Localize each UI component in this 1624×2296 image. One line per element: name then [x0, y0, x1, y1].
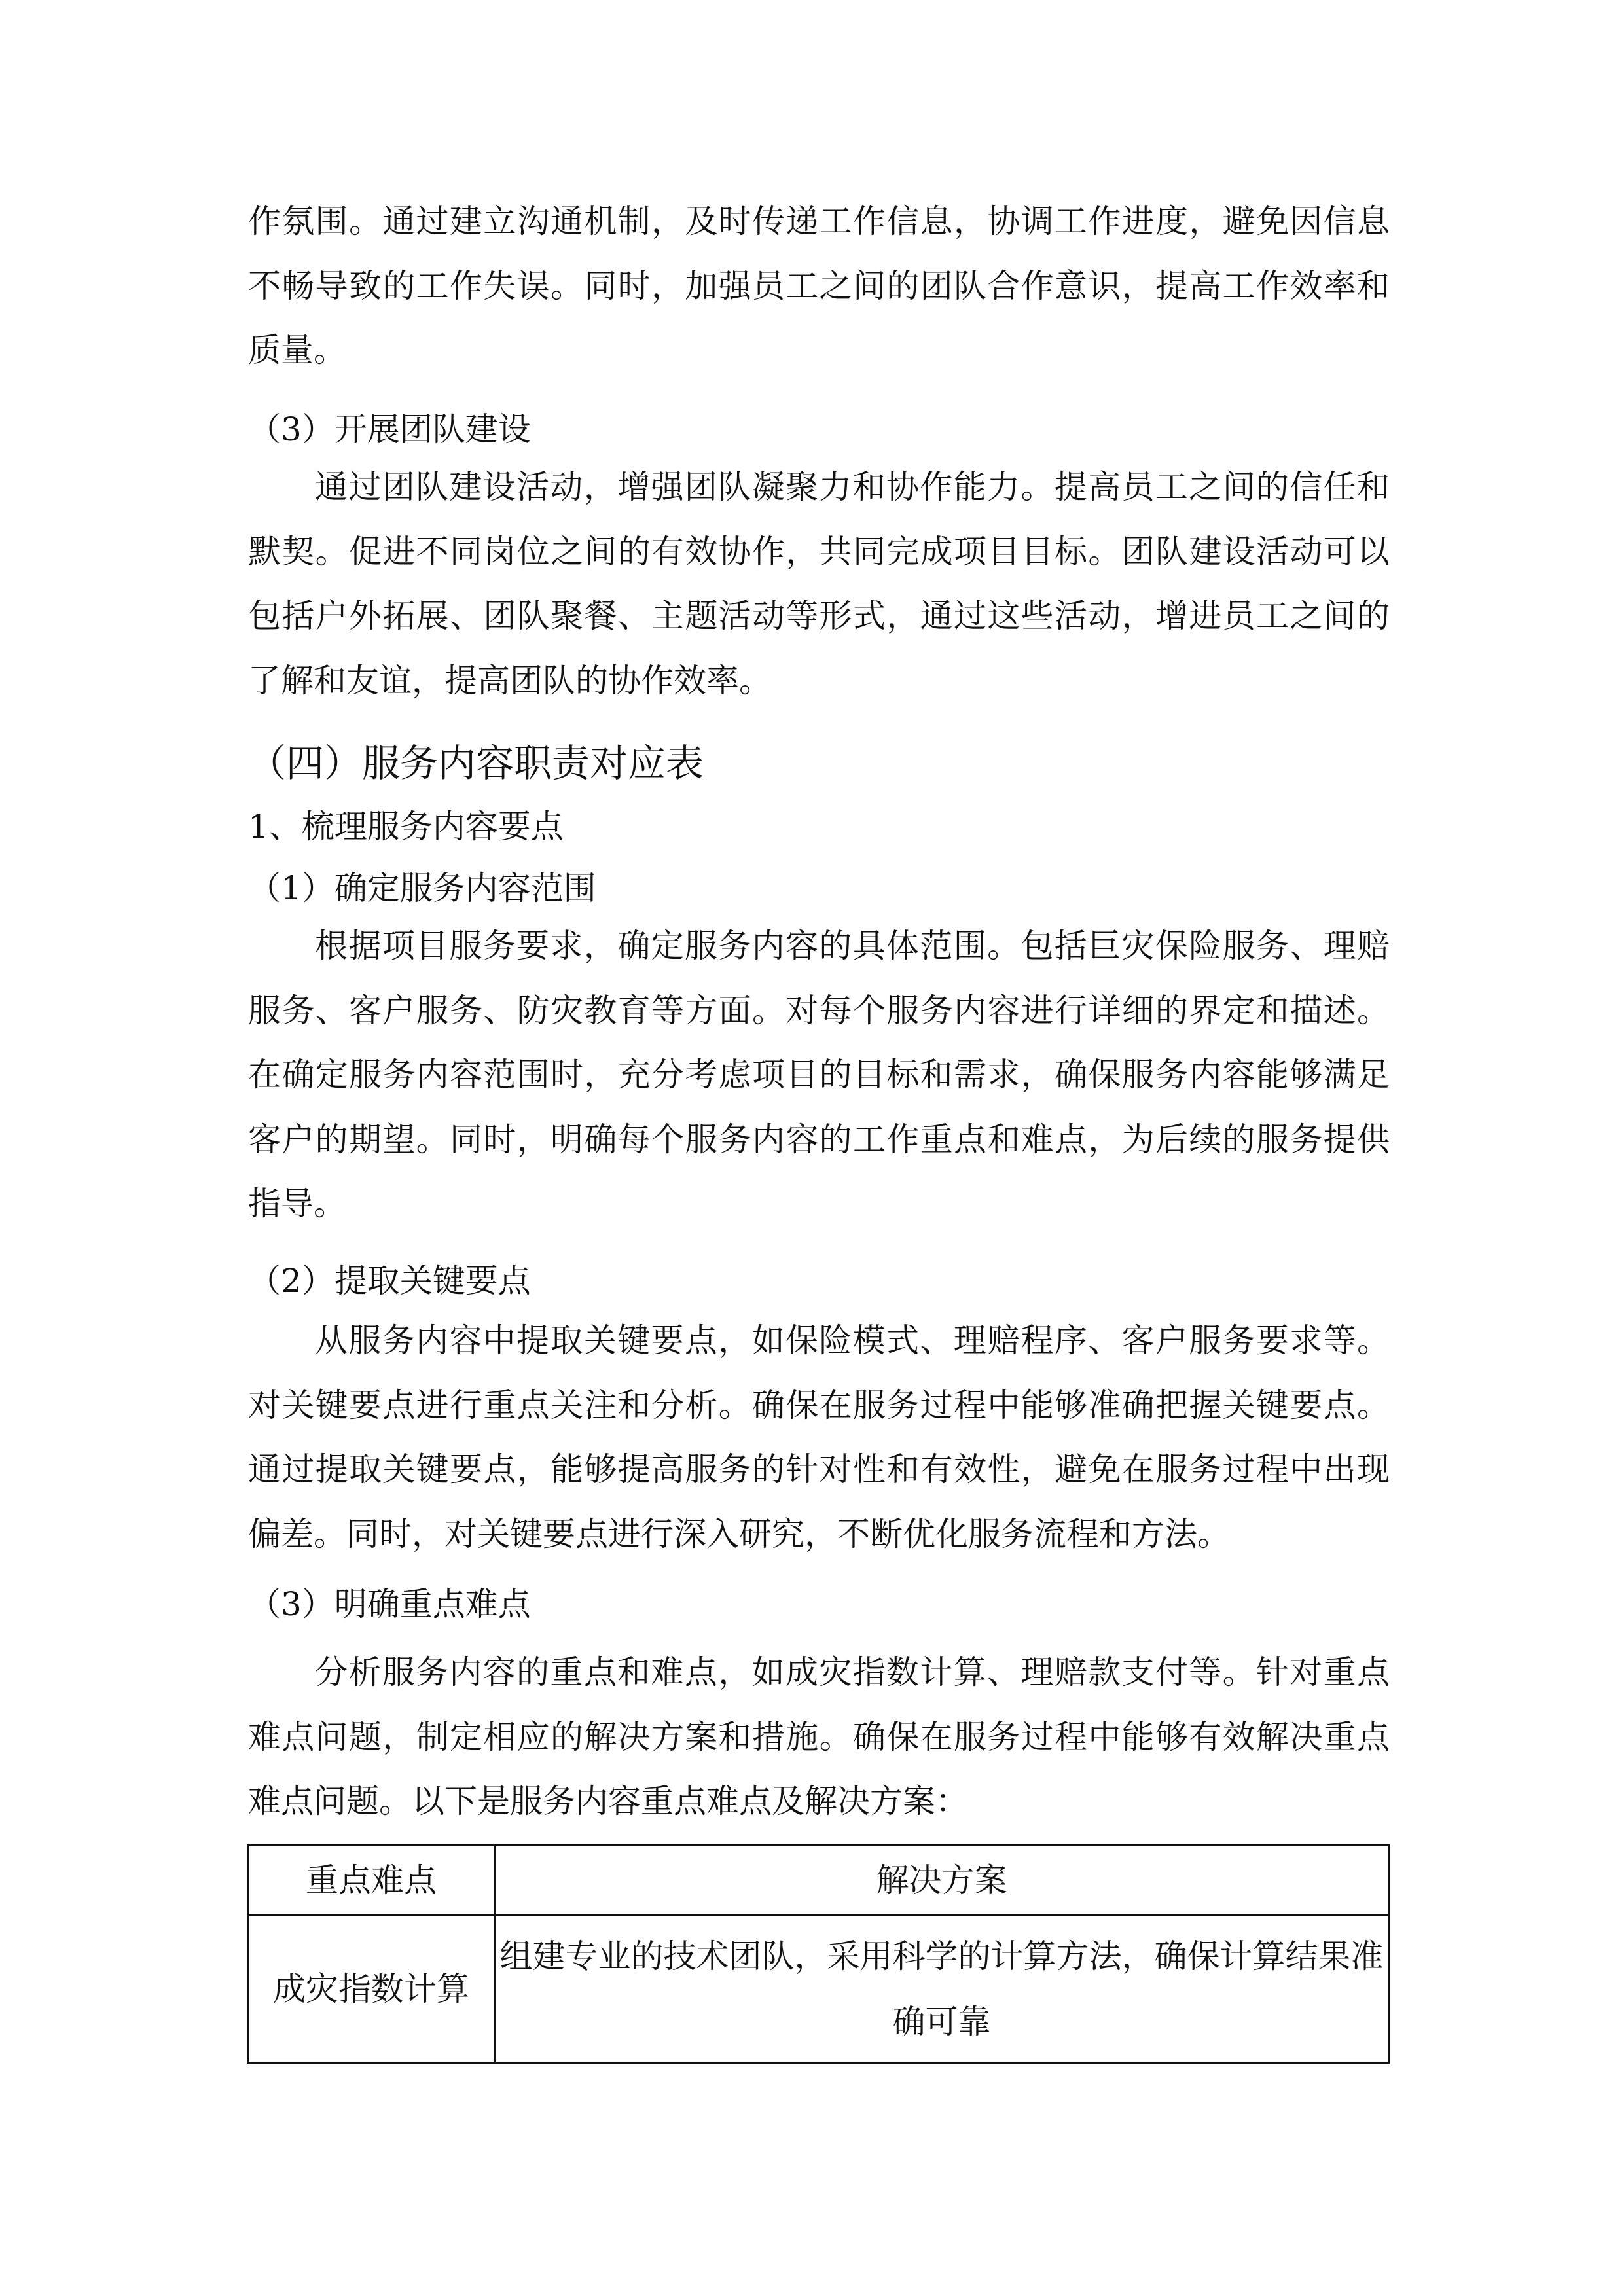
text-line: 指导。 [248, 1185, 346, 1223]
table-header-row [248, 1846, 1389, 1916]
heading-difficulties [248, 1572, 1390, 1637]
text-line: 了解和友谊，提高团队的协作效率。 [248, 661, 772, 700]
text-line: 根据项目服务要求，确定服务内容的具体范围。包括巨灾保险服务、理赔 [315, 927, 1390, 965]
subheading-service-points [248, 795, 1390, 859]
text-line: 默契。促进不同岗位之间的有效协作，共同完成项目目标。团队建设活动可以 [248, 532, 1390, 571]
text-line: 对关键要点进行重点关注和分析。确保在服务过程中能够准确把握关键要点。 [248, 1386, 1390, 1424]
text-line: 从服务内容中提取关键要点，如保险模式、理赔程序、客户服务要求等。 [315, 1321, 1390, 1359]
text-line: 质量。 [248, 331, 346, 369]
text-line: 作氛围。通过建立沟通机制，及时传递工作信息，协调工作进度，避免因信息 [248, 202, 1390, 240]
solution-line: 组建专业的技术团队，采用科学的计算方法，确保计算结果准 [499, 1937, 1384, 1975]
header-cell: 重点难点 [248, 1846, 495, 1916]
table-row [248, 1916, 1389, 2063]
paragraph-team-building [248, 455, 1390, 713]
difficulty-solution-table [247, 1844, 1390, 2064]
heading-text: （3）明确重点难点 [248, 1585, 531, 1623]
text-line: 通过团队建设活动，增强团队凝聚力和协作能力。提高员工之间的信任和 [315, 468, 1390, 506]
text-line: 难点问题。以下是服务内容重点难点及解决方案： [248, 1782, 968, 1820]
paragraph-scope [248, 914, 1390, 1236]
cell-solution [495, 1916, 1389, 2063]
text-line: 在确定服务内容范围时，充分考虑项目的目标和需求，确保服务内容能够满足 [248, 1056, 1390, 1094]
paragraph-difficulties [248, 1640, 1390, 1834]
paragraph-key-points [248, 1308, 1390, 1566]
text-line: 偏差。同时，对关键要点进行深入研究，不断优化服务流程和方法。 [248, 1515, 1230, 1553]
header-cell: 解决方案 [495, 1846, 1389, 1916]
heading-text: 1、梳理服务内容要点 [248, 808, 564, 846]
heading-text: （1）确定服务内容范围 [248, 869, 596, 907]
heading-text: （四）服务内容职责对应表 [248, 741, 704, 785]
heading-text: （2）提取关键要点 [248, 1262, 531, 1300]
text-line: 包括户外拓展、团队聚餐、主题活动等形式，通过这些活动，增进员工之间的 [248, 597, 1390, 635]
text-line: 不畅导致的工作失误。同时，加强员工之间的团队合作意识，提高工作效率和 [248, 266, 1390, 305]
heading-team-building [248, 397, 1390, 462]
section-heading [248, 731, 1390, 796]
text-line: 通过提取关键要点，能够提高服务的针对性和有效性，避免在服务过程中出现 [248, 1450, 1390, 1488]
heading-key-points [248, 1249, 1390, 1314]
text-line: 服务、客户服务、防灾教育等方面。对每个服务内容进行详细的界定和描述。 [248, 991, 1390, 1030]
cell-item: 成灾指数计算 [248, 1916, 495, 2063]
text-line: 分析服务内容的重点和难点，如成灾指数计算、理赔款支付等。针对重点 [315, 1653, 1390, 1691]
text-line: 客户的期望。同时，明确每个服务内容的工作重点和难点，为后续的服务提供 [248, 1120, 1390, 1158]
paragraph-communication [248, 189, 1390, 383]
heading-text: （3）开展团队建设 [248, 410, 531, 448]
text-line: 难点问题，制定相应的解决方案和措施。确保在服务过程中能够有效解决重点 [248, 1717, 1390, 1756]
solution-line: 确可靠 [892, 2003, 991, 2041]
heading-scope [248, 856, 1390, 921]
